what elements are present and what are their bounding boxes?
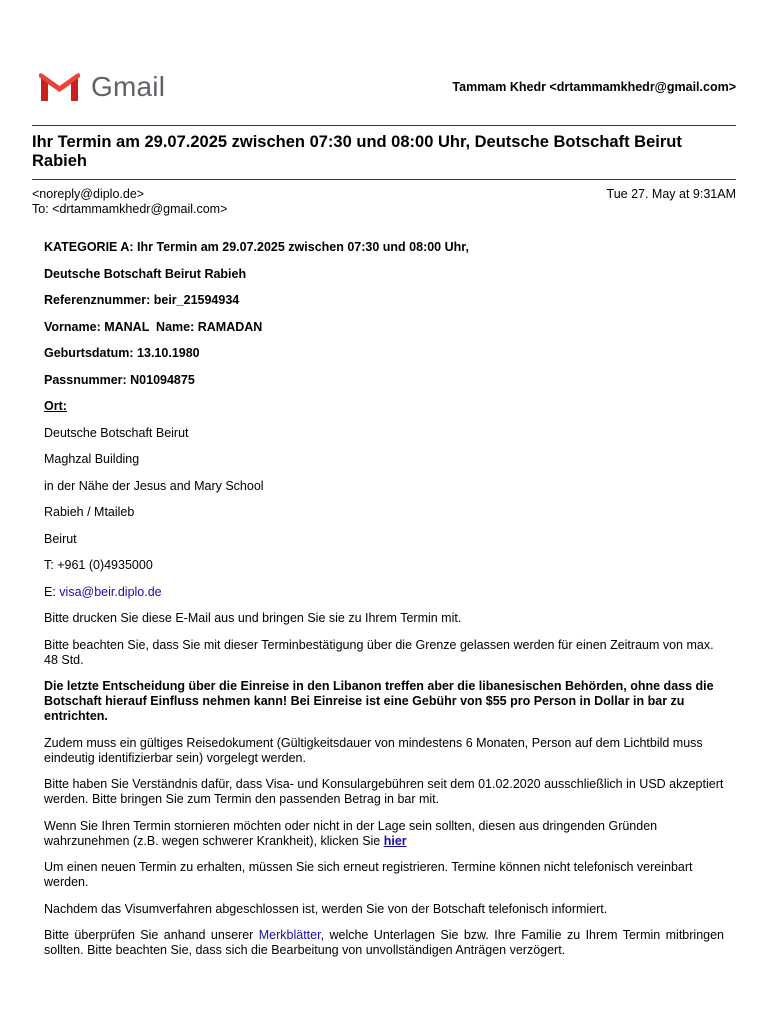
- cancel-text: Wenn Sie Ihren Termin stornieren möchten oder nicht in der Lage sein sollten, diesen aus dringenden Gründen wahrzunehmen (z.B. wegen schwerer Krankheit), klicken Sie: [44, 818, 658, 848]
- paragraph-documents: [44, 928, 724, 958]
- embassy-line: Deutsche Botschaft Beirut Rabieh: [44, 266, 247, 281]
- documents-text-before: Bitte überprüfen Sie anhand unserer: [44, 928, 259, 942]
- visa-email-link[interactable]: visa@beir.diplo.de: [59, 584, 162, 599]
- address-line: Beirut: [44, 531, 77, 546]
- address-line: Maghzal Building: [44, 452, 140, 466]
- paragraph-visa-procedure: Nachdem das Visumverfahren abgeschlossen ist, werden Sie von der Botschaft telefonisch informiert.: [44, 901, 608, 916]
- birth-date: Geburtsdatum: 13.10.1980: [44, 346, 200, 360]
- reference-number: Referenznummer: beir_21594934: [44, 293, 240, 307]
- paragraph-new-appointment: Um einen neuen Termin zu erhalten, müssen Sie sich erneut registrieren. Termine können nicht telefonisch vereinbart werden.: [44, 860, 693, 889]
- print-header: [0, 0, 768, 125]
- email-subject: Ihr Termin am 29.07.2025 zwischen 07:30 und 08:00 Uhr, Deutsche Botschaft Beirut Rabieh: [32, 133, 682, 170]
- address-line: Deutsche Botschaft Beirut: [44, 425, 189, 440]
- email-meta: [32, 187, 736, 217]
- documents-text-after: , welche Unterlagen Sie bzw. Ihre Familie zu Ihrem Termin mitbringen sollten. Bitte beachten Sie, dass sich die Bearbeitung von unvollständigen Anträgen verzögert.: [44, 928, 724, 957]
- gmail-logo: [38, 70, 168, 104]
- paragraph-fees: Bitte haben Sie Verständnis dafür, dass Visa- und Konsulargebühren seit dem 01.02.2020 ausschließlich in USD akzeptiert werden. Bitte bringen Sie zum Termin den passenden Betrag in bar mit.: [44, 777, 724, 806]
- divider-top: [32, 125, 736, 126]
- cancel-link[interactable]: hier: [383, 833, 407, 848]
- divider-bottom: [32, 179, 736, 180]
- sender: <noreply@diplo.de>: [32, 187, 145, 201]
- gmail-wordmark: Gmail: [91, 71, 166, 102]
- address-line: Rabieh / Mtaileb: [44, 505, 135, 519]
- category-line: KATEGORIE A: Ihr Termin am 29.07.2025 zwischen 07:30 und 08:00 Uhr,: [44, 240, 469, 254]
- passport-number: Passnummer: N01094875: [44, 372, 195, 387]
- paragraph-entry-decision: Die letzte Entscheidung über die Einreise in den Libanon treffen aber die libanesischen Behörden, ohne dass die Botschaft hierauf Einfluss nehmen kann! Bei Einreise ist eine Gebühr von $55 pro Person in Dollar in bar zu entrichten.: [44, 679, 714, 723]
- phone-line: T: +961 (0)4935000: [44, 558, 153, 572]
- address-line: in der Nähe der Jesus and Mary School: [44, 478, 264, 493]
- location-label: Ort:: [44, 399, 67, 413]
- email-prefix: E:: [44, 584, 60, 599]
- paragraph-print: Bitte drucken Sie diese E-Mail aus und bringen Sie sie zu Ihrem Termin mit.: [44, 611, 462, 625]
- email-date: Tue 27. May at 9:31AM: [606, 187, 736, 201]
- paragraph-border: Bitte beachten Sie, dass Sie mit dieser Terminbestätigung über die Grenze gelassen werden für einen Zeitraum von max. 48 Std.: [44, 637, 714, 667]
- merkblaetter-link[interactable]: Merkblätter: [258, 928, 321, 942]
- email-body: [44, 240, 724, 958]
- recipient: To: <drtammamkhedr@gmail.com>: [32, 202, 228, 216]
- paragraph-cancel: [44, 819, 724, 849]
- account-label: Tammam Khedr <drtammamkhedr@gmail.com>: [452, 80, 736, 94]
- email-line: [44, 585, 724, 600]
- applicant-name: Vorname: MANAL Name: RAMADAN: [44, 319, 263, 334]
- gmail-envelope-icon: [38, 71, 81, 103]
- paragraph-travel-document: Zudem muss ein gültiges Reisedokument (Gültigkeitsdauer von mindestens 6 Monaten, Person auf dem Lichtbild muss eindeutig identifizierbar sein) vorgelegt werden.: [44, 735, 703, 765]
